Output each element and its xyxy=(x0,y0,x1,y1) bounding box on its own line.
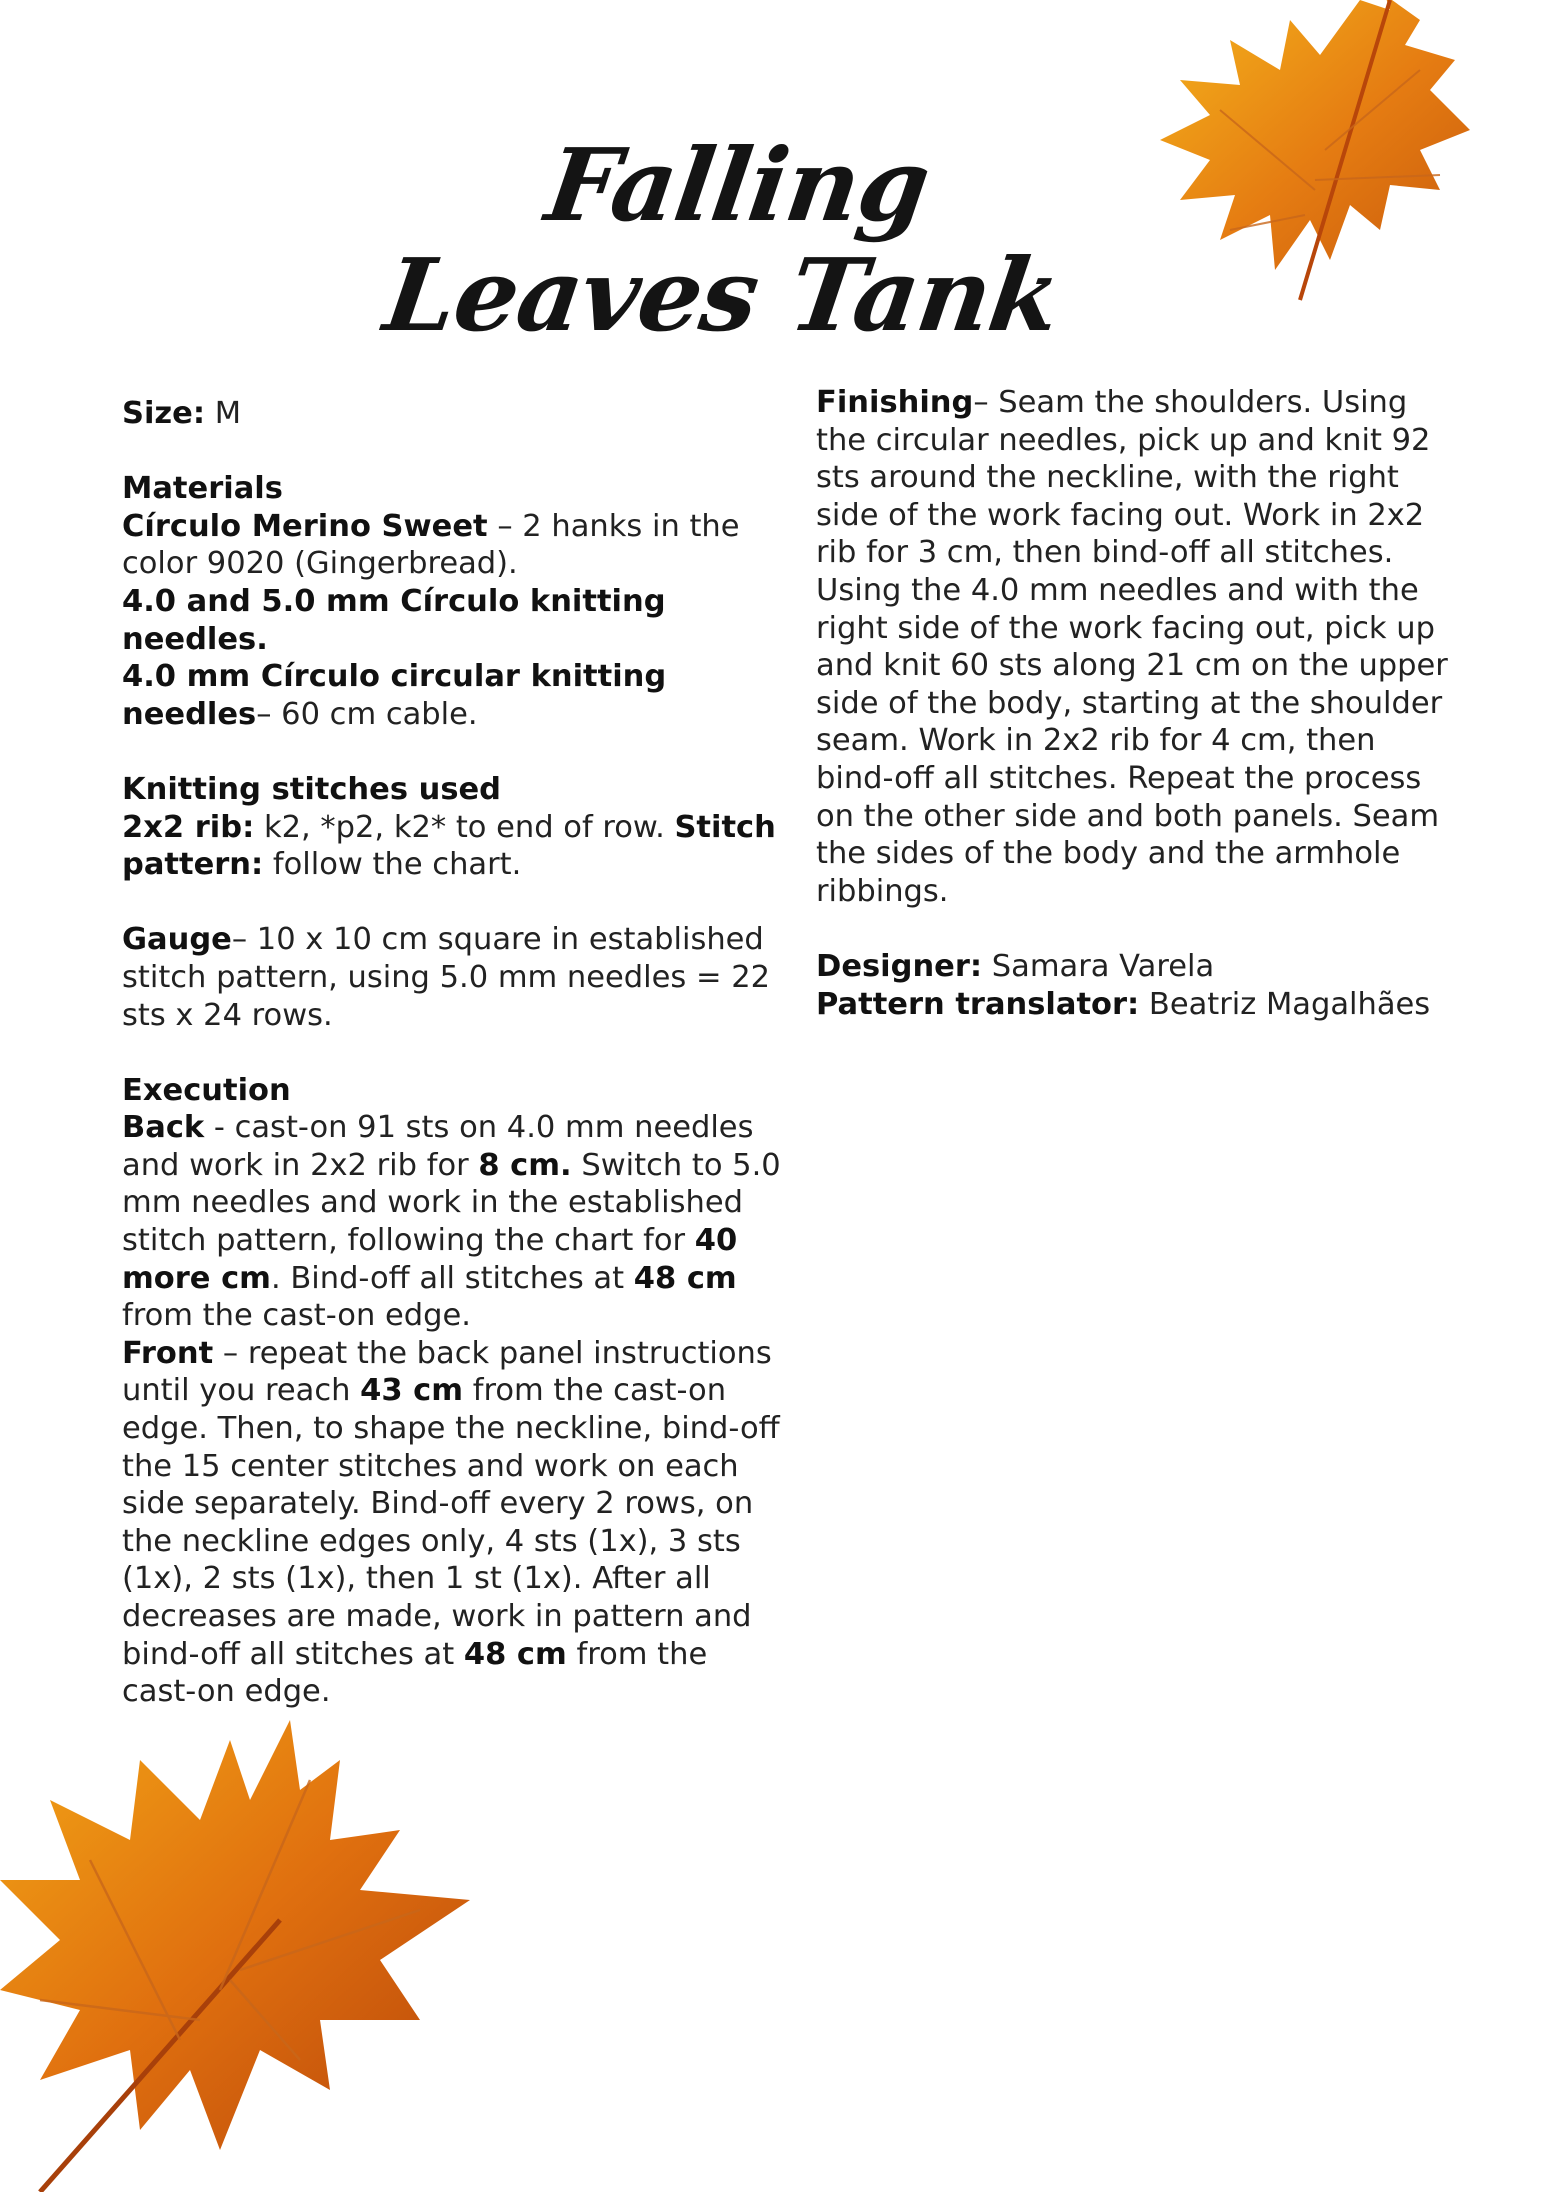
execution-heading: Execution xyxy=(122,1072,291,1108)
material-circular-needles: 4.0 mm Círculo circular knitting needles– 60 cm cable. xyxy=(122,659,667,732)
finishing-instructions: Finishing– Seam the shoulders. Using the circular needles, pick up and knit 92 sts around the neckline, with the right side of the work facing out. Work in 2x2 rib for 3 cm, then bind-off all stitches. Using the 4.0 mm needles and with the right side of the work facing out, pick up and knit 60 sts along 21 cm on the upper side of the body, starting at the shoulder seam. Work in 2x2 rib for 4 cm, then bind-off all stitches. Repeat the process on the other side and both panels. Seam the sides of the body and the armhole ribbings. xyxy=(816,385,1448,909)
size-line xyxy=(122,395,782,433)
back-instructions: Back - cast-on 91 sts on 4.0 mm needles and work in 2x2 rib for 8 cm. Switch to 5.0 mm needles and work in the established stitch pattern, following the chart for 40 more cm. Bind-off all stitches at 48 cm from the cast-on edge. xyxy=(122,1110,781,1334)
left-column xyxy=(122,395,782,1711)
size-value: M xyxy=(205,396,242,431)
right-column xyxy=(816,384,1456,1023)
page-title: Falling Leaves Tank xyxy=(377,126,1067,354)
designer-line: Designer: Samara Varela xyxy=(816,948,1215,984)
stitches-heading: Knitting stitches used xyxy=(122,771,501,807)
stitches-text: 2x2 rib: k2, *p2, k2* to end of row. Stitch pattern: follow the chart. xyxy=(122,809,776,883)
translator-line: Pattern translator: Beatriz Magalhães xyxy=(816,986,1431,1022)
front-instructions: Front – repeat the back panel instructions until you reach 43 cm from the cast-on edge. Then, to shape the neckline, bind-off the 15 center stitches and work on each side separately. Bind-off every 2 rows, on the neckline edges only, 4 sts (1x), 3 sts (1x), 2 sts (1x), then 1 st (1x). After all decreases are made, work in pattern and bind-off all stitches at 48 cm from the cast-on edge. xyxy=(122,1335,780,1710)
material-yarn: Círculo Merino Sweet – 2 hanks in the color 9020 (Gingerbread). xyxy=(122,508,740,582)
maple-leaf-top-image xyxy=(1060,0,1480,330)
maple-leaf-bottom-image xyxy=(0,1720,490,2192)
materials-heading: Materials xyxy=(122,471,283,507)
material-needles: 4.0 and 5.0 mm Círculo knitting needles. xyxy=(122,583,666,657)
gauge-text: Gauge– 10 x 10 cm square in established stitch pattern, using 5.0 mm needles = 22 sts x 24 rows. xyxy=(122,922,771,1033)
size-label: Size: xyxy=(122,396,206,431)
